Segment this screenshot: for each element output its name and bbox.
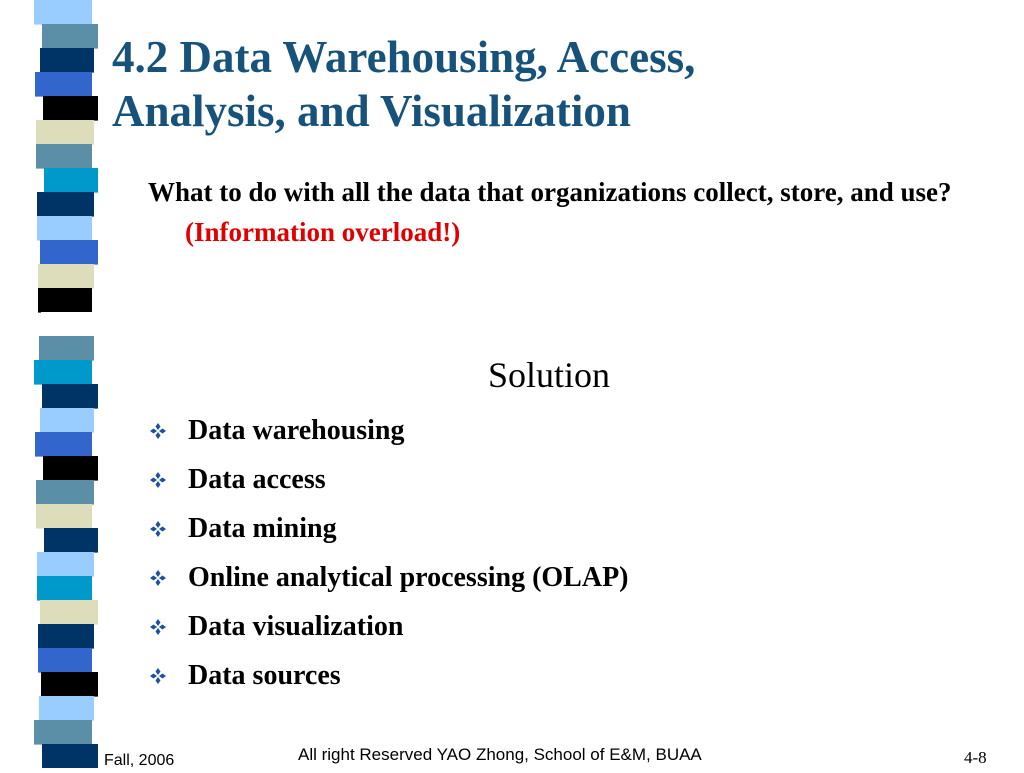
stripe-segment <box>40 240 98 265</box>
slide-title-line-2: Analysis, and Visualization <box>112 86 631 136</box>
stripe-segment <box>44 168 98 193</box>
solution-list <box>148 406 629 700</box>
list-item <box>148 504 629 553</box>
stripe-segment <box>36 480 94 505</box>
stripe-segment <box>34 0 92 25</box>
solution-heading: Solution <box>488 355 611 395</box>
list-item-label: Data visualization <box>188 610 404 642</box>
stripe-segment <box>43 456 98 481</box>
footer-copyright: All right Reserved YAO Zhong, School of E&M, BUAA <box>298 745 702 764</box>
four-diamond-bullet-icon <box>150 423 166 439</box>
stripe-segment <box>35 432 92 457</box>
stripe-segment <box>37 552 94 577</box>
stripe-segment <box>34 360 92 385</box>
four-diamond-bullet-icon <box>150 521 166 537</box>
list-item-label: Data access <box>188 463 326 495</box>
stripe-segment <box>38 624 94 649</box>
stripe-segment <box>38 648 92 673</box>
list-item-label: Data sources <box>188 659 341 691</box>
stripe-segment <box>38 264 94 289</box>
information-overload-note: (Information overload!) <box>185 217 461 247</box>
stripe-segment <box>37 216 92 241</box>
four-diamond-bullet-icon <box>150 472 166 488</box>
stripe-segment <box>40 408 94 433</box>
stripe-segment <box>40 48 94 73</box>
footer-date: Fall, 2006 <box>104 752 175 769</box>
list-item-label: Data warehousing <box>188 414 405 446</box>
four-diamond-bullet-icon <box>150 668 166 684</box>
stripe-segment <box>36 504 92 529</box>
stripe-segment <box>42 744 98 768</box>
stripe-segment <box>44 528 98 553</box>
stripe-segment <box>37 576 92 601</box>
slide-title <box>112 30 992 138</box>
stripe-segment <box>38 288 92 313</box>
intro-question: What to do with all the data that organizations collect, store, and use? <box>148 177 952 207</box>
intro-text <box>148 172 988 252</box>
stripe-segment <box>41 672 98 697</box>
footer-page-number: 4-8 <box>964 748 987 767</box>
list-item <box>148 602 629 651</box>
slide-title-line-1: 4.2 Data Warehousing, Access, <box>112 32 696 82</box>
list-item <box>148 406 629 455</box>
stripe-segment <box>42 24 98 49</box>
stripe-segment <box>43 96 98 121</box>
stripe-segment <box>34 720 92 745</box>
stripe-segment <box>40 600 98 625</box>
list-item <box>148 651 629 700</box>
stripe-segment <box>37 192 94 217</box>
list-item-label: Data mining <box>188 512 337 544</box>
four-diamond-bullet-icon <box>150 570 166 586</box>
stripe-segment <box>42 384 98 409</box>
list-item <box>148 455 629 504</box>
four-diamond-bullet-icon <box>150 619 166 635</box>
stripe-pattern <box>0 0 110 768</box>
stripe-segment <box>36 144 92 169</box>
decorative-stripe-bar <box>0 0 110 768</box>
list-item <box>148 553 629 602</box>
stripe-segment <box>39 336 94 361</box>
stripe-segment <box>39 696 94 721</box>
stripe-segment <box>36 120 94 145</box>
list-item-label: Online analytical processing (OLAP) <box>188 561 629 593</box>
stripe-segment <box>35 72 92 97</box>
stripe-segment <box>41 312 98 337</box>
